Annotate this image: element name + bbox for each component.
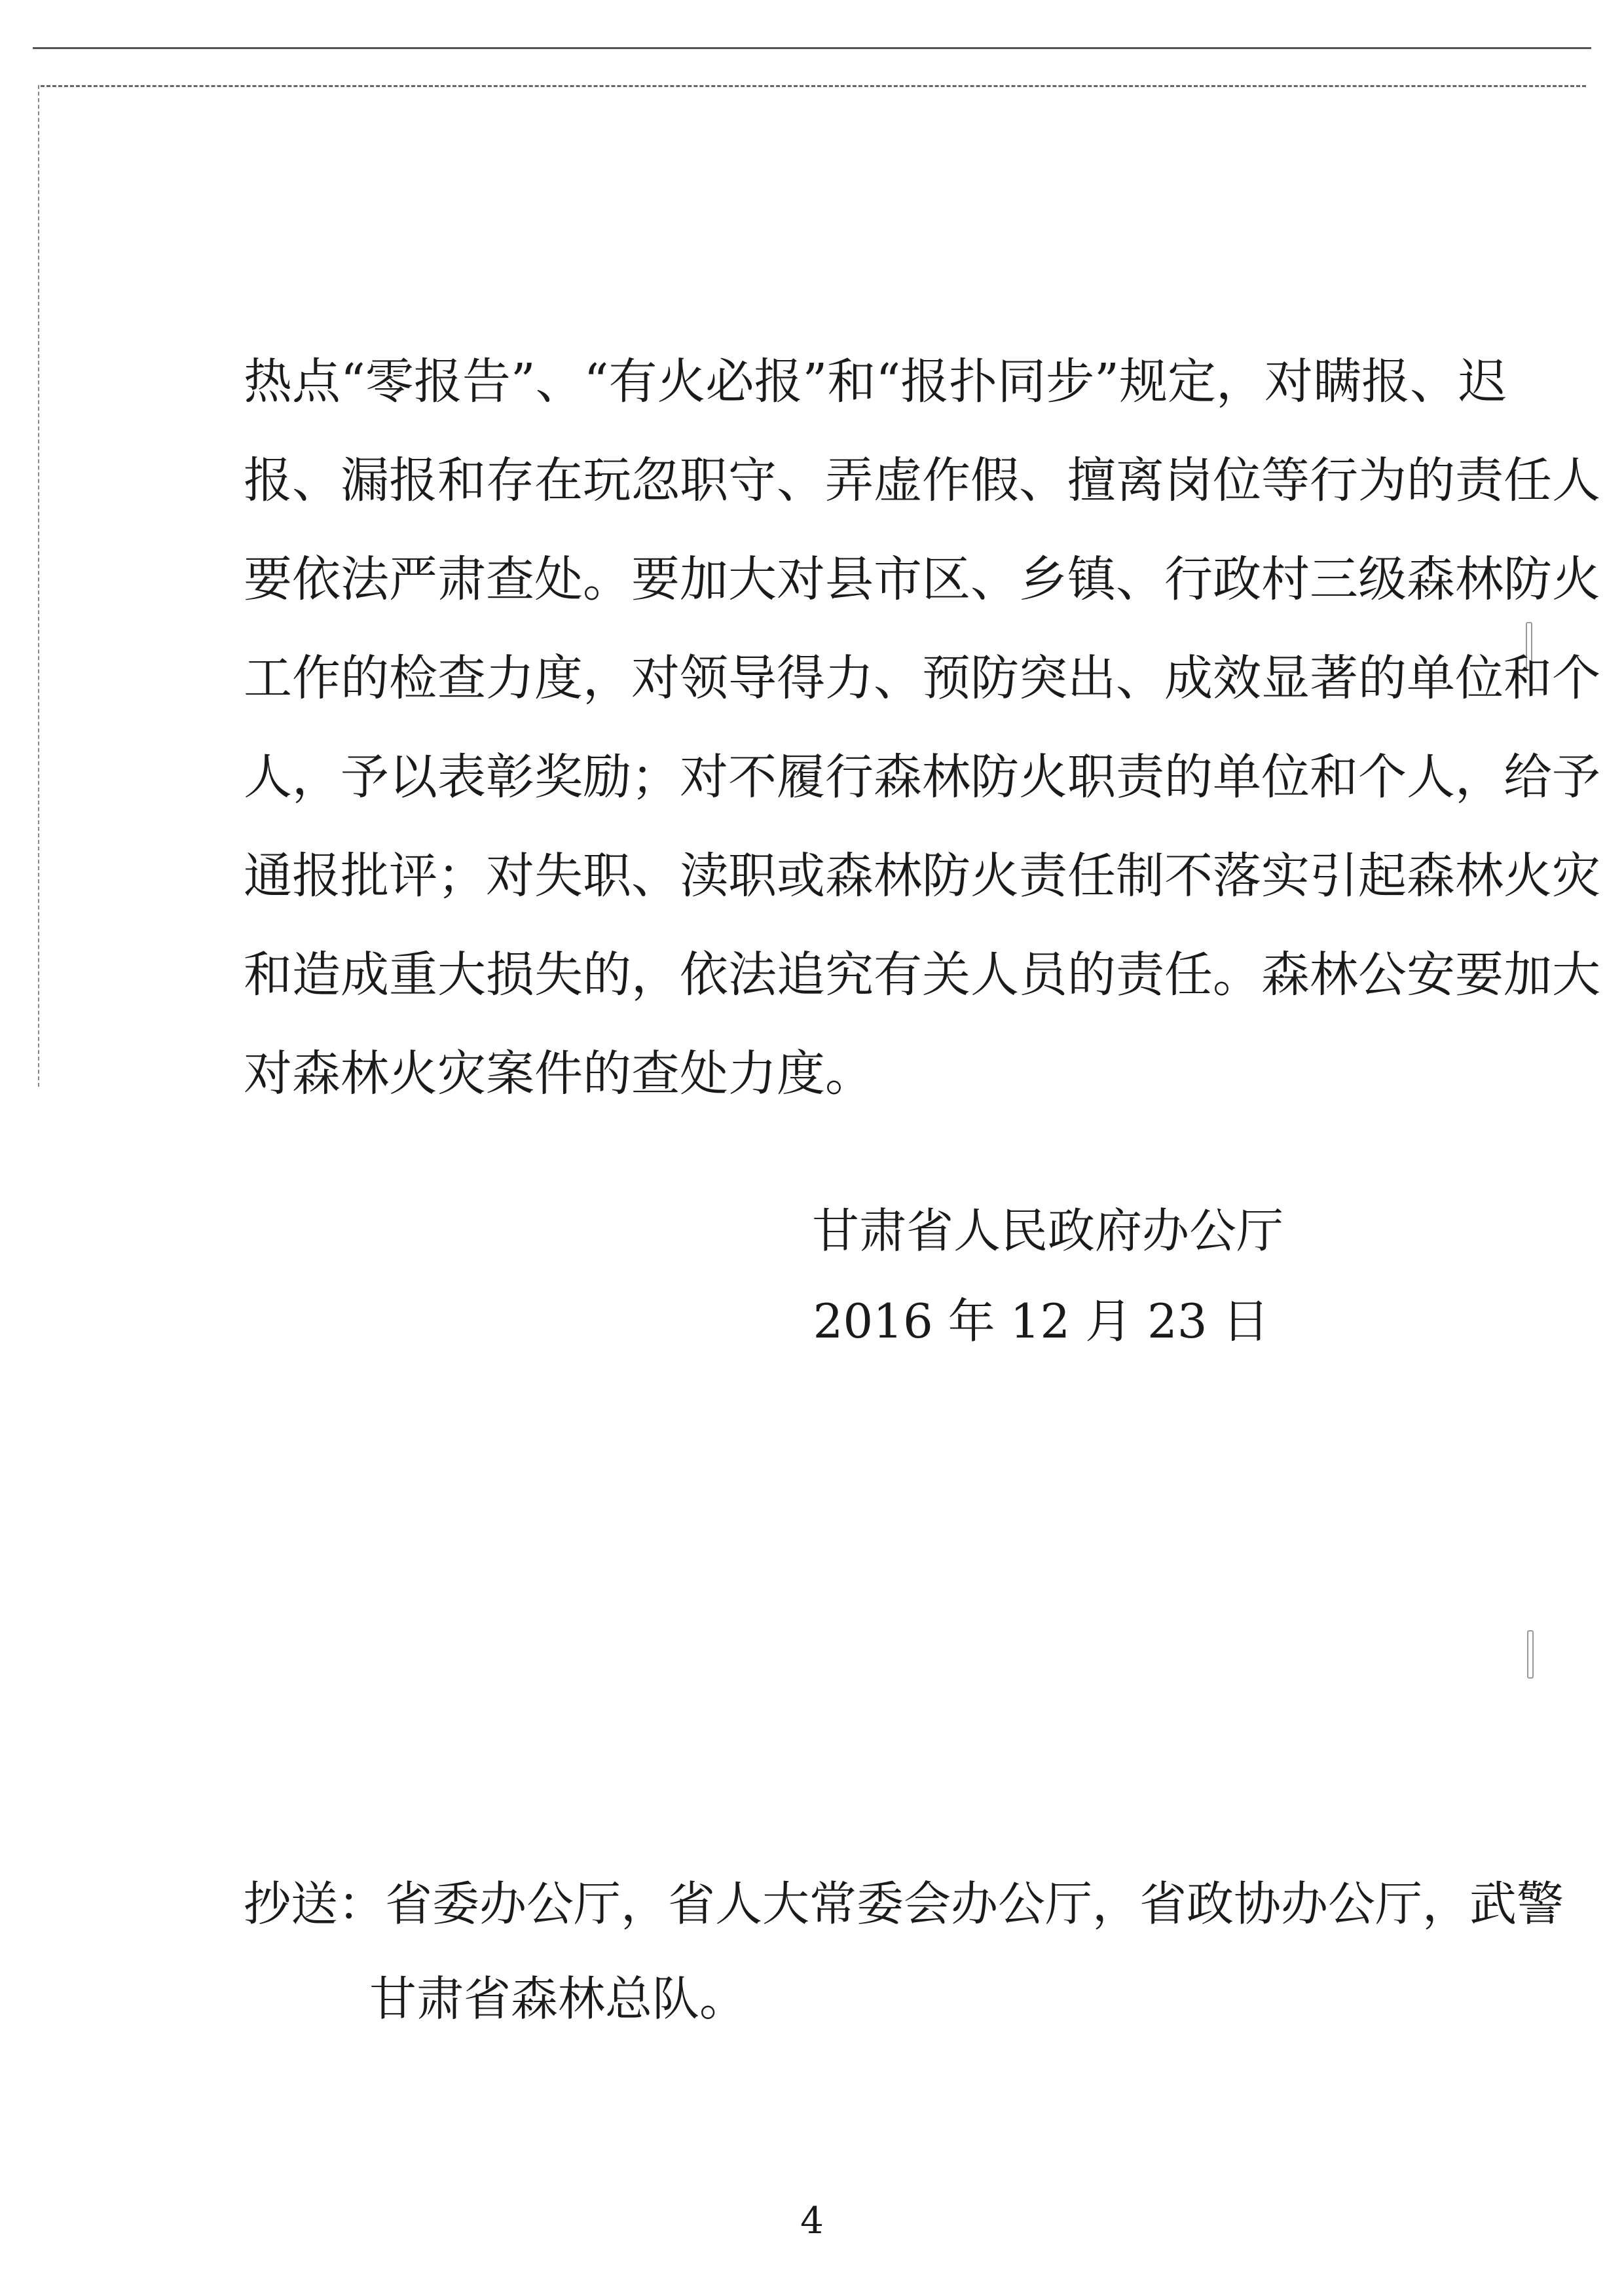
body-paragraph [244,333,1600,1123]
body-line: 通报批评；对失职、渎职或森林防火责任制不落实引起森林火灾 [244,848,1600,904]
scan-left-border [38,85,39,1087]
cc-line: 抄送：省委办公厅，省人大常委会办公厅，省政协办公厅，武警 [244,1876,1564,1931]
issuer-name: 甘肃省人民政府办公厅 [812,1203,1284,1258]
carbon-copy-block [244,1857,1564,2047]
body-line: 对森林火灾案件的查处力度。 [244,1046,874,1102]
body-line: 热点“零报告”、“有火必报”和“报扑同步”规定，对瞒报、迟 [244,354,1507,410]
scan-top-rule [33,47,1591,49]
body-line: 和造成重大损失的，依法追究有关人员的责任。森林公安要加大 [244,947,1600,1003]
cc-line: 甘肃省森林总队。 [369,1971,747,2026]
scan-mark [1527,1630,1534,1679]
body-line: 报、漏报和存在玩忽职守、弄虚作假、擅离岗位等行为的责任人 [244,452,1600,509]
page-number: 4 [800,2200,824,2242]
issue-date: 2016 年 12 月 23 日 [813,1294,1270,1349]
body-line: 人，予以表彰奖励；对不履行森林防火职责的单位和个人，给予 [244,749,1600,805]
scan-header-rule [41,85,1586,87]
body-line: 工作的检查力度，对领导得力、预防突出、成效显著的单位和个 [244,650,1600,706]
body-line: 要依法严肃查处。要加大对县市区、乡镇、行政村三级森林防火 [244,551,1600,608]
